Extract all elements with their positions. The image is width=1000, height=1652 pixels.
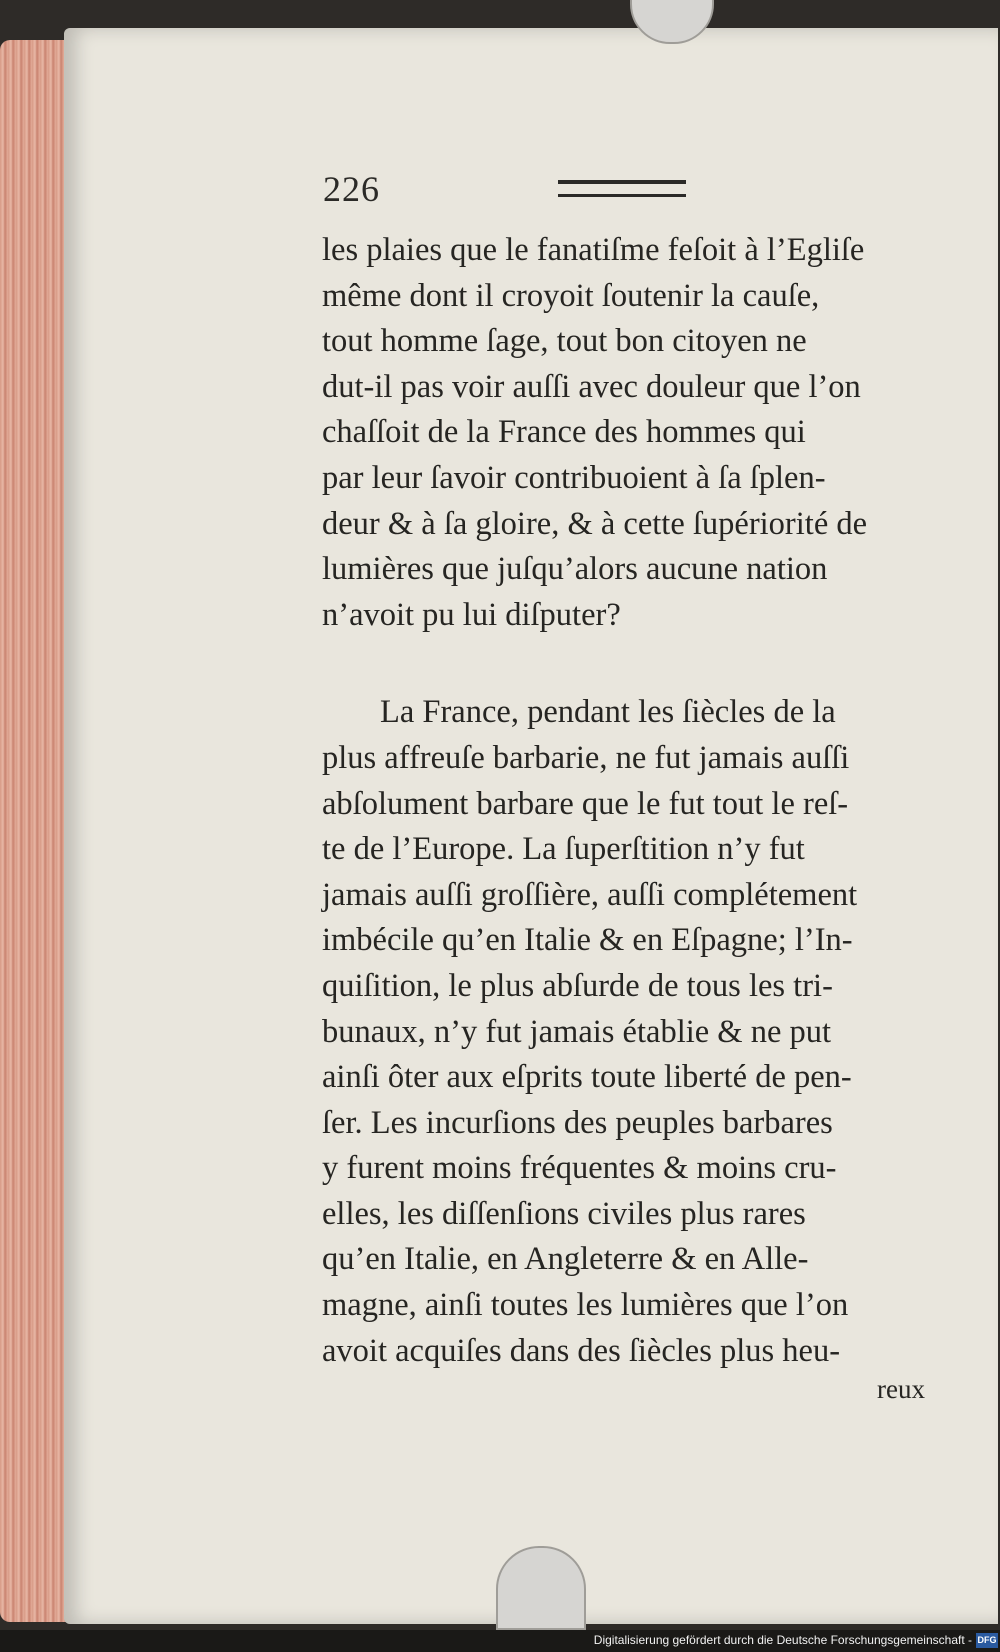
text-line: tout homme ſage, tout bon citoyen ne	[322, 323, 807, 360]
text-line: bunaux, n’y fut jamais établie & ne put	[322, 1013, 832, 1050]
text-line: les plaies que le fanatiſme feſoit à l’Egliſe	[322, 232, 865, 268]
text-line: dut-il pas voir auſſi avec douleur que l’on	[322, 368, 861, 405]
credit-bar	[0, 1630, 1000, 1652]
paragraph-gap	[322, 638, 934, 690]
page-clip-bottom	[496, 1546, 586, 1630]
text-line: abſolument barbare que le fut tout le reſ-	[322, 785, 849, 822]
text-line: n’avoit pu lui diſputer?	[322, 596, 621, 633]
text-line: te de l’Europe. La ſuperſtition n’y fut	[322, 831, 805, 868]
header-ornament	[558, 180, 686, 197]
text-line: ſer. Les incurſions des peuples barbares	[322, 1104, 833, 1141]
text-line: magne, ainſi toutes les lumières que l’on	[322, 1287, 849, 1324]
catchword: reux	[877, 1374, 925, 1404]
text-line: imbécile qu’en Italie & en Eſpagne; l’In-	[322, 922, 853, 959]
credit-text: Digitalisierung gefördert durch die Deutsche Forschungsgemeinschaft -	[593, 1633, 972, 1647]
text-line: y furent moins fréquentes & moins cru-	[322, 1150, 837, 1187]
body-text	[322, 228, 934, 1374]
text-line: chaſſoit de la France des hommes qui	[322, 414, 806, 451]
text-line: plus affreuſe barbarie, ne fut jamais auſſi	[322, 739, 850, 776]
dfg-logo: DFG	[976, 1633, 998, 1648]
text-line: quiſition, le plus abſurde de tous les tri-	[322, 967, 833, 1004]
text-line: par leur ſavoir contribuoient à ſa ſplen-	[322, 459, 826, 496]
text-line: deur & à ſa gloire, & à cette ſupériorité de	[322, 505, 868, 542]
text-line: avoit acquiſes dans des ſiècles plus heu-	[322, 1332, 841, 1369]
text-line: qu’en Italie, en Angleterre & en Alle-	[322, 1241, 809, 1278]
text-line: lumières que juſqu’alors aucune nation	[322, 551, 828, 588]
text-line: elles, les diſſenſions civiles plus rares	[322, 1195, 806, 1232]
text-line: jamais auſſi groſſière, auſſi complétement	[322, 876, 858, 913]
text-line: même dont il croyoit ſoutenir la cauſe,	[322, 277, 820, 314]
text-line: La France, pendant les ſiècles de la	[380, 694, 836, 731]
page-number: 226	[323, 169, 380, 209]
text-line: ainſi ôter aux eſprits toute liberté de pen-	[322, 1059, 852, 1096]
